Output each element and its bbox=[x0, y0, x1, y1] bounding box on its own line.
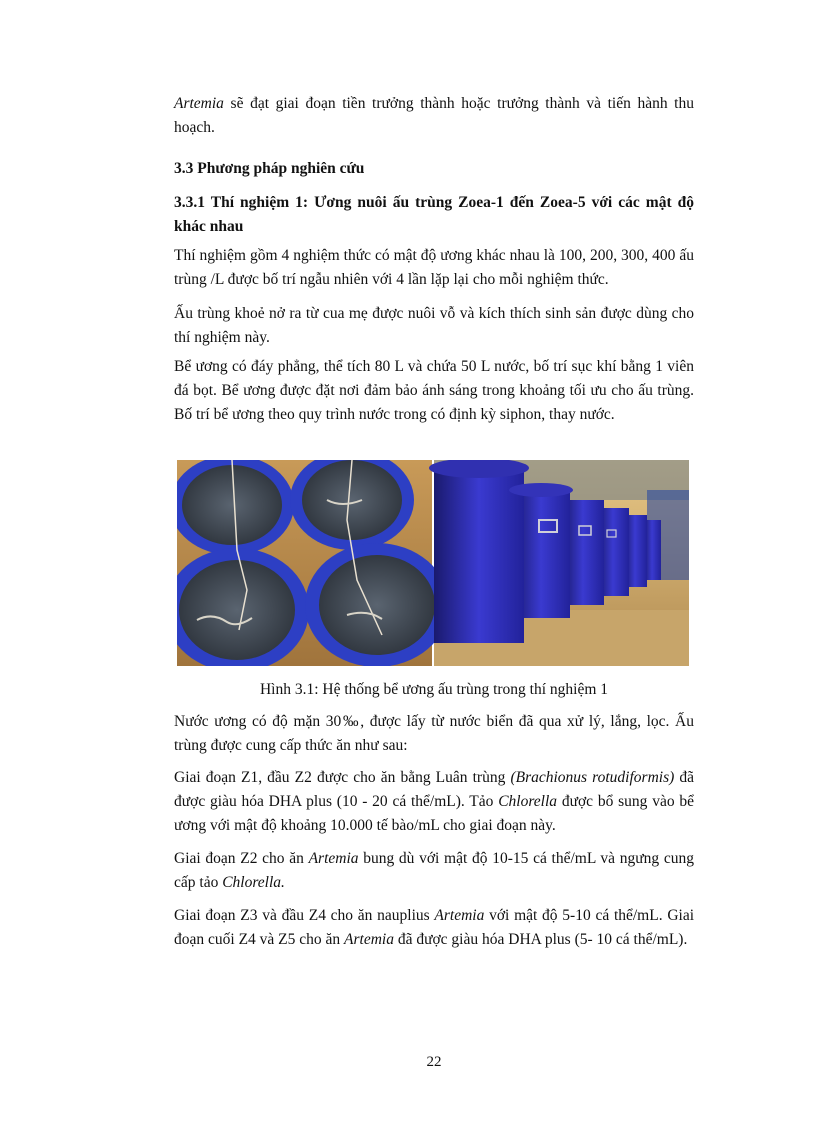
photo-left-top-view bbox=[177, 460, 449, 666]
paragraph-water: Nước ương có độ mặn 30‰, được lấy từ nước biển đã qua xử lý, lắng, lọc. Ấu trùng được cung cấp thức ăn như sau: bbox=[174, 713, 694, 754]
figure-tank-photos bbox=[177, 460, 689, 666]
photo-right-barrel-row bbox=[429, 460, 689, 666]
paragraph-tank: Bể ương có đáy phẳng, thể tích 80 L và chứa 50 L nước, bố trí sục khí bằng 1 viên đá bọt. Bể ương được đặt nơi đảm bảo ánh sáng trong khoảng tối ưu cho ấu trùng. Bố trí bể ương theo quy trình nước trong có định kỳ siphon, thay nước. bbox=[174, 358, 694, 423]
paragraph-larvae: Ấu trùng khoẻ nở ra từ cua mẹ được nuôi vỗ và kích thích sinh sản được dùng cho thí nghiệm này. bbox=[174, 305, 694, 346]
subsection-title: 3.3.1 Thí nghiệm 1: Ương nuôi ấu trùng Zoea-1 đến Zoea-5 với các mật độ khác nhau bbox=[174, 194, 694, 235]
paragraph-stage-z1: Giai đoạn Z1, đầu Z2 được cho ăn bằng Luân trùng (Brachionus rotudiformis) đã được giàu hóa DHA plus (10 - 20 cá thể/mL). Tảo Chlorella được bổ sung vào bể ương với mật độ khoảng 10.000 tế bào/mL cho giai đoạn này. bbox=[174, 769, 694, 834]
page-number: 22 bbox=[426, 1054, 442, 1070]
intro-paragraph: Artemia sẽ đạt giai đoạn tiền trưởng thành hoặc trưởng thành và tiến hành thu hoạch. bbox=[174, 95, 694, 136]
section-title: 3.3 Phương pháp nghiên cứu bbox=[174, 160, 365, 177]
paragraph-design: Thí nghiệm gồm 4 nghiệm thức có mật độ ương khác nhau là 100, 200, 300, 400 ấu trùng /L được bố trí ngẫu nhiên với 4 lần lặp lại cho mỗi nghiệm thức. bbox=[174, 247, 694, 288]
paragraph-stage-z3: Giai đoạn Z3 và đầu Z4 cho ăn nauplius Artemia với mật độ 5-10 cá thể/mL. Giai đoạn cuối Z4 và Z5 cho ăn Artemia đã được giàu hóa DHA plus (5- 10 cá thể/mL). bbox=[174, 907, 695, 948]
figure-caption: Hình 3.1: Hệ thống bể ương ấu trùng trong thí nghiệm 1 bbox=[259, 681, 609, 698]
paragraph-stage-z2: Giai đoạn Z2 cho ăn Artemia bung dù với mật độ 10-15 cá thể/mL và ngưng cung cấp tảo Chlorella. bbox=[174, 850, 694, 891]
